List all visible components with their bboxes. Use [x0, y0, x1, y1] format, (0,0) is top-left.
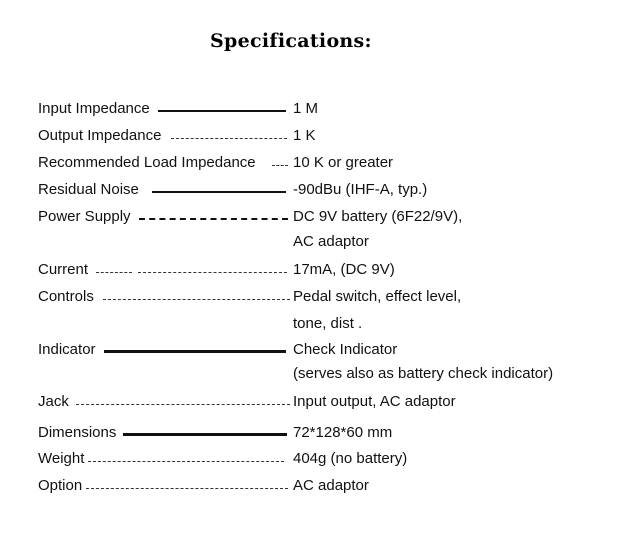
page-title: Specifications:: [210, 30, 372, 52]
spec-label-jack: Jack: [38, 393, 69, 410]
leader-line: [123, 433, 287, 436]
leader-line: [76, 404, 290, 405]
spec-value-power-supply: DC 9V battery (6F22/9V),: [293, 208, 463, 225]
spec-value-weight: 404g (no battery): [293, 450, 408, 467]
leader-line: [96, 272, 132, 273]
spec-value-input-impedance: 1 M: [293, 100, 319, 117]
leader-line: [152, 191, 286, 193]
spec-label-indicator: Indicator: [38, 341, 96, 358]
spec-label-output-impedance: Output Impedance: [38, 127, 162, 144]
spec-label-power-supply: Power Supply: [38, 208, 131, 225]
spec-value-recommended-load-impedance: 10 K or greater: [293, 154, 394, 171]
spec-value-indicator-line2: (serves also as battery check indicator): [293, 365, 554, 382]
spec-value-jack: Input output, AC adaptor: [293, 393, 456, 410]
spec-value-residual-noise: -90dBu (IHF-A, typ.): [293, 181, 428, 198]
leader-line: [171, 138, 287, 139]
leader-line: [103, 299, 290, 300]
spec-value-output-impedance: 1 K: [293, 127, 316, 144]
spec-value-indicator: Check Indicator: [293, 341, 398, 358]
spec-label-current: Current: [38, 261, 89, 278]
spec-value-current: 17mA, (DC 9V): [293, 261, 395, 278]
spec-label-input-impedance: Input Impedance: [38, 100, 150, 117]
spec-label-dimensions: Dimensions: [38, 424, 117, 441]
spec-value-dimensions: 72*128*60 mm: [293, 424, 393, 441]
spec-label-recommended-load-impedance: Recommended Load Impedance: [38, 154, 256, 171]
spec-label-residual-noise: Residual Noise: [38, 181, 139, 198]
leader-line: [272, 165, 288, 166]
spec-label-controls: Controls: [38, 288, 94, 305]
spec-value-power-supply-line2: AC adaptor: [293, 233, 369, 250]
spec-label-weight: Weight: [38, 450, 85, 467]
leader-line: [86, 488, 288, 489]
leader-line: [138, 272, 287, 273]
spec-value-option: AC adaptor: [293, 477, 369, 494]
spec-value-controls-line2: tone, dist .: [293, 315, 363, 332]
spec-label-option: Option: [38, 477, 83, 494]
leader-line: [88, 461, 284, 462]
leader-line: [104, 350, 286, 353]
leader-line: [158, 110, 286, 112]
spec-value-controls: Pedal switch, effect level,: [293, 288, 462, 305]
leader-line: [139, 218, 288, 220]
